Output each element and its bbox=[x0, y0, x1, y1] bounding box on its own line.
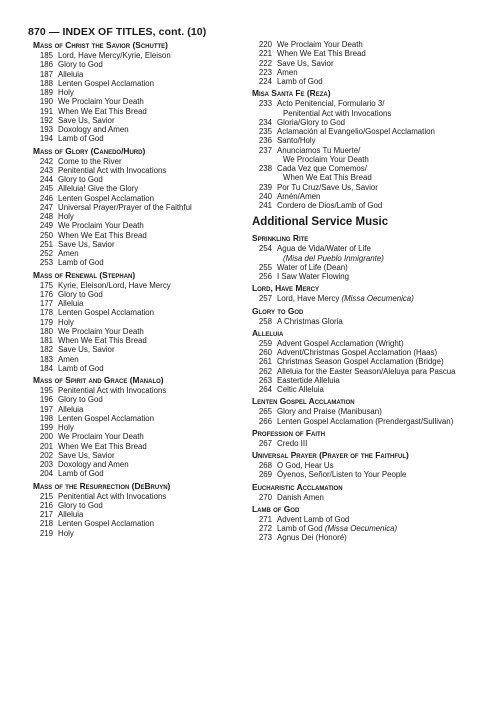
entry-title: I Saw Water Flowing bbox=[277, 272, 350, 281]
entry-number: 237 bbox=[258, 145, 272, 155]
entry-title bbox=[277, 524, 462, 533]
entry-number: 258 bbox=[258, 316, 272, 326]
entry-number: 273 bbox=[258, 533, 272, 543]
entry-title: Kyrie, Eleison/Lord, Have Mercy bbox=[58, 280, 171, 290]
entry-title: Lamb of God bbox=[277, 77, 323, 86]
index-entry bbox=[252, 294, 462, 303]
entry-title: Amen bbox=[58, 249, 79, 258]
entry-title: Glory to God bbox=[58, 289, 103, 299]
page-title: 870 — INDEX OF TITLES, cont. (10) bbox=[28, 26, 207, 38]
entry-title: Amen bbox=[58, 354, 79, 364]
index-entry bbox=[33, 134, 233, 143]
index-entry bbox=[252, 77, 462, 86]
entry-title: When We Eat This Bread bbox=[58, 441, 147, 451]
entry-number: 201 bbox=[39, 441, 53, 451]
entry-number: 236 bbox=[258, 136, 272, 146]
entry-number: 216 bbox=[39, 500, 53, 510]
index-entry bbox=[33, 299, 233, 308]
entry-number: 262 bbox=[258, 366, 272, 376]
entry-title: Universal Prayer/Prayer of the Faithful bbox=[58, 202, 192, 212]
entry-title: Advent Lamb of God bbox=[277, 514, 350, 524]
entry-title: Gloria/Glory to God bbox=[277, 117, 345, 127]
entry-title-text: Lord, Have Mercy bbox=[277, 294, 342, 304]
entry-title: Lord, Have Mercy/Kyrie, Eleison bbox=[58, 51, 171, 60]
entry-title bbox=[277, 294, 462, 303]
section-heading: Mass of Renewal (Stephan) bbox=[33, 269, 136, 280]
section-heading: Universal Prayer (Prayer of the Faithful) bbox=[252, 450, 409, 460]
index-entry bbox=[252, 367, 462, 376]
entry-title-italic: (Missa Oecumenica) bbox=[324, 524, 398, 533]
section-heading: Sprinkling Rite bbox=[252, 233, 309, 244]
entry-title: Lenten Gospel Acclamation (Prendergast/Sullivan) bbox=[277, 416, 454, 426]
entry-number: 194 bbox=[39, 134, 53, 144]
index-entry bbox=[252, 439, 462, 448]
entry-number: 235 bbox=[258, 127, 272, 136]
section-heading: Eucharistic Acclamation bbox=[252, 481, 343, 492]
entry-title: Lenten Gospel Acclamation bbox=[58, 78, 155, 88]
section-heading: Lenten Gospel Acclamation bbox=[252, 396, 355, 407]
entry-number: 199 bbox=[39, 423, 53, 432]
entry-title: Save Us, Savior bbox=[277, 58, 334, 68]
index-entry bbox=[252, 192, 462, 201]
entry-number: 189 bbox=[39, 88, 53, 97]
index-entry bbox=[252, 136, 462, 145]
entry-number: 247 bbox=[39, 202, 53, 212]
entry-number: 265 bbox=[258, 407, 272, 417]
entry-title: Amén/Amen bbox=[277, 191, 321, 201]
section-heading: Profession of Faith bbox=[252, 427, 326, 438]
entry-title: Holy bbox=[58, 212, 74, 221]
entry-number: 246 bbox=[39, 193, 53, 203]
index-entry bbox=[33, 125, 233, 134]
entry-number: 251 bbox=[39, 239, 53, 249]
index-entry bbox=[33, 355, 233, 364]
entry-title: Alleluia bbox=[58, 299, 84, 308]
index-entry bbox=[33, 386, 233, 395]
section-heading: Mass of Glory (Canedo/Hurd) bbox=[33, 145, 146, 156]
entry-number: 191 bbox=[39, 106, 53, 116]
entry-number: 200 bbox=[39, 432, 53, 442]
entry-title: Doxology and Amen bbox=[58, 125, 129, 134]
entry-title: Alleluia bbox=[58, 404, 84, 414]
entry-number: 196 bbox=[39, 395, 53, 405]
index-entry bbox=[33, 469, 233, 478]
index-entry bbox=[33, 405, 233, 414]
entry-title: Holy bbox=[58, 88, 74, 97]
entry-number: 250 bbox=[39, 230, 53, 240]
index-entry bbox=[33, 175, 233, 184]
index-entry bbox=[33, 60, 233, 69]
index-entry bbox=[33, 423, 233, 432]
index-entry bbox=[33, 327, 233, 336]
entry-number: 261 bbox=[258, 357, 272, 367]
entry-number: 181 bbox=[39, 336, 53, 345]
entry-title: Alleluia! Give the Glory bbox=[58, 184, 139, 194]
index-entry bbox=[33, 364, 233, 373]
index-entry bbox=[33, 166, 233, 175]
entry-title: Eastertide Alleluia bbox=[277, 375, 340, 385]
index-entry bbox=[33, 501, 233, 510]
index-entry bbox=[33, 194, 233, 203]
index-entry bbox=[252, 376, 462, 385]
index-entry bbox=[33, 240, 233, 249]
index-entry bbox=[252, 348, 462, 357]
index-entry bbox=[33, 70, 233, 79]
index-entry bbox=[252, 524, 462, 533]
section-heading: Glory to God bbox=[252, 305, 304, 316]
entry-title-text: Lamb of God bbox=[277, 524, 325, 533]
index-entry bbox=[252, 470, 462, 479]
entry-title: Aclamación al Evangelio/Gospel Acclamation bbox=[277, 127, 435, 136]
index-entry bbox=[252, 317, 462, 326]
entry-title: Lamb of God bbox=[58, 469, 104, 479]
entry-title: Alleluia bbox=[58, 510, 84, 519]
index-entry bbox=[33, 395, 233, 404]
index-entry bbox=[252, 263, 462, 272]
entry-title: Cordero de Dios/Lamb of God bbox=[277, 201, 383, 210]
entry-title: We Proclaim Your Death bbox=[58, 432, 144, 442]
entry-number: 223 bbox=[258, 67, 272, 77]
entry-title-continuation: (Misa del Pueblo Inmigrante) bbox=[283, 253, 384, 263]
index-entry bbox=[33, 157, 233, 166]
entry-number: 197 bbox=[39, 404, 53, 414]
index-entry bbox=[33, 281, 233, 290]
entry-title: Glory to God bbox=[58, 175, 103, 184]
entry-number: 244 bbox=[39, 175, 53, 184]
entry-title: Penitential Act with Invocations bbox=[58, 491, 167, 501]
entry-number: 193 bbox=[39, 125, 53, 134]
entry-number: 233 bbox=[258, 99, 272, 109]
index-entry bbox=[33, 51, 233, 60]
entry-title: Save Us, Savior bbox=[58, 345, 115, 355]
entry-title: When We Eat This Bread bbox=[58, 230, 147, 240]
entry-title-continuation: Penitential Act with Invocations bbox=[283, 108, 392, 118]
entry-title: Glory and Praise (Manibusan) bbox=[277, 407, 382, 417]
index-entry bbox=[33, 221, 233, 230]
index-entry bbox=[252, 461, 462, 470]
entry-number: 175 bbox=[39, 280, 53, 290]
entry-number: 219 bbox=[39, 528, 53, 538]
index-entry bbox=[252, 339, 462, 348]
entry-title: Santo/Holy bbox=[277, 136, 316, 146]
section-heading: Lord, Have Mercy bbox=[252, 283, 320, 294]
entry-title: Alleluia for the Easter Season/Aleluya para Pascua bbox=[277, 366, 456, 376]
entry-number: 198 bbox=[39, 413, 53, 423]
entry-title: Glory to God bbox=[58, 395, 103, 405]
entry-number: 272 bbox=[258, 524, 272, 533]
entry-title: Lamb of God bbox=[58, 363, 104, 373]
entry-number: 222 bbox=[258, 58, 272, 68]
index-entry bbox=[252, 244, 462, 253]
entry-title: Lamb of God bbox=[58, 258, 104, 268]
section-heading: Misa Santa Fe (Reza) bbox=[252, 88, 331, 99]
section-heading: Lamb of God bbox=[252, 503, 300, 514]
entry-number: 245 bbox=[39, 184, 53, 194]
entry-number: 243 bbox=[39, 165, 53, 175]
entry-number: 187 bbox=[39, 69, 53, 79]
entry-number: 217 bbox=[39, 510, 53, 519]
entry-number: 179 bbox=[39, 317, 53, 327]
entry-number: 218 bbox=[39, 519, 53, 529]
entry-title-continuation: When We Eat This Bread bbox=[283, 173, 372, 183]
index-entry bbox=[252, 533, 462, 542]
entry-title-italic: (Missa Oecumenica) bbox=[341, 294, 414, 304]
entry-title: Danish Amen bbox=[277, 492, 324, 502]
entry-title: We Proclaim Your Death bbox=[277, 40, 363, 49]
entry-title: Glory to God bbox=[58, 500, 103, 510]
entry-number: 188 bbox=[39, 78, 53, 88]
index-entry bbox=[252, 201, 462, 210]
index-entry bbox=[252, 417, 462, 426]
index-entry bbox=[33, 414, 233, 423]
entry-title: Save Us, Savior bbox=[58, 115, 115, 125]
index-entry bbox=[252, 385, 462, 394]
index-entry bbox=[33, 88, 233, 97]
section-heading: Mass of Spirit and Grace (Manalo) bbox=[33, 375, 164, 385]
entry-number: 264 bbox=[258, 385, 272, 394]
entry-number: 178 bbox=[39, 308, 53, 318]
index-entry bbox=[252, 164, 462, 173]
entry-title: Save Us, Savior bbox=[58, 450, 115, 460]
entry-number: 256 bbox=[258, 272, 272, 281]
entry-number: 239 bbox=[258, 182, 272, 192]
entry-title: Holy bbox=[58, 317, 74, 327]
entry-number: 252 bbox=[39, 249, 53, 258]
entry-number: 270 bbox=[258, 492, 272, 502]
index-entry bbox=[33, 203, 233, 212]
entry-title: A Christmas Gloria bbox=[277, 316, 343, 326]
entry-title: Celtic Alleluia bbox=[277, 385, 324, 394]
section-heading: Mass of Christ the Savior (Schutte) bbox=[33, 40, 168, 50]
index-entry bbox=[33, 336, 233, 345]
entry-title: Alleluia bbox=[58, 69, 84, 79]
entry-title: Holy bbox=[58, 528, 74, 538]
entry-title: Come to the River bbox=[58, 156, 122, 166]
index-entry bbox=[33, 184, 233, 193]
entry-number: 240 bbox=[258, 191, 272, 201]
entry-title: When We Eat This Bread bbox=[277, 49, 366, 59]
entry-number: 268 bbox=[258, 461, 272, 470]
index-entry bbox=[33, 79, 233, 88]
index-entry bbox=[33, 116, 233, 125]
entry-title: When We Eat This Bread bbox=[58, 336, 147, 345]
entry-title: Christmas Season Gospel Acclamation (Bridge) bbox=[277, 357, 444, 367]
entry-title: Lenten Gospel Acclamation bbox=[58, 193, 155, 203]
entry-title: Acto Penitencial, Formulario 3/ bbox=[277, 99, 385, 109]
right-column bbox=[252, 40, 462, 543]
entry-title: Agua de Vida/Water of Life bbox=[277, 244, 371, 254]
entry-number: 182 bbox=[39, 345, 53, 355]
entry-title: Holy bbox=[58, 423, 74, 432]
index-entry bbox=[33, 451, 233, 460]
entry-title: When We Eat This Bread bbox=[58, 106, 147, 116]
entry-number: 254 bbox=[258, 244, 272, 254]
entry-number: 234 bbox=[258, 117, 272, 127]
index-entry bbox=[33, 345, 233, 354]
index-entry bbox=[33, 460, 233, 469]
entry-number: 263 bbox=[258, 375, 272, 385]
index-entry bbox=[33, 249, 233, 258]
entry-title: Credo III bbox=[277, 438, 308, 448]
entry-number: 241 bbox=[258, 201, 272, 210]
entry-number: 192 bbox=[39, 115, 53, 125]
index-entry bbox=[252, 68, 462, 77]
entry-number: 238 bbox=[258, 164, 272, 173]
index-entry bbox=[33, 231, 233, 240]
index-entry bbox=[33, 432, 233, 441]
entry-title: Lenten Gospel Acclamation bbox=[58, 308, 155, 318]
index-entry bbox=[33, 519, 233, 528]
entry-title: O God, Hear Us bbox=[277, 461, 334, 470]
entry-title: Glory to God bbox=[58, 60, 103, 70]
additional-service-music-heading: Additional Service Music bbox=[252, 216, 389, 229]
entry-number: 190 bbox=[39, 97, 53, 107]
entry-title: Agnus Dei (Honoré) bbox=[277, 533, 347, 543]
entry-number: 177 bbox=[39, 299, 53, 308]
entry-number: 248 bbox=[39, 212, 53, 221]
entry-number: 271 bbox=[258, 514, 272, 524]
entry-title: Water of Life (Dean) bbox=[277, 262, 348, 272]
entry-title: Lenten Gospel Acclamation bbox=[58, 413, 155, 423]
index-entry bbox=[33, 97, 233, 106]
index-entry bbox=[252, 407, 462, 416]
left-column bbox=[33, 40, 233, 538]
index-entry bbox=[33, 308, 233, 317]
entry-number: 224 bbox=[258, 77, 272, 86]
section-heading: Alleluia bbox=[252, 327, 284, 338]
index-entry bbox=[252, 127, 462, 136]
entry-number: 203 bbox=[39, 460, 53, 469]
index-entry bbox=[33, 492, 233, 501]
entry-number: 257 bbox=[258, 294, 272, 304]
entry-number: 242 bbox=[39, 156, 53, 166]
index-entry bbox=[252, 49, 462, 58]
entry-title: Save Us, Savior bbox=[58, 239, 115, 249]
entry-number: 260 bbox=[258, 348, 272, 357]
entry-number: 221 bbox=[258, 49, 272, 59]
entry-title: Penitential Act with Invocations bbox=[58, 386, 167, 395]
index-entry bbox=[252, 183, 462, 192]
index-entry bbox=[252, 515, 462, 524]
entry-number: 253 bbox=[39, 258, 53, 268]
index-entry bbox=[33, 258, 233, 267]
entry-number: 195 bbox=[39, 386, 53, 395]
entry-number: 269 bbox=[258, 470, 272, 480]
index-entry bbox=[33, 318, 233, 327]
entry-title: Advent/Christmas Gospel Acclamation (Haas) bbox=[277, 348, 438, 357]
entry-title: Óyenos, Señor/Listen to Your People bbox=[277, 470, 407, 480]
entry-number: 180 bbox=[39, 326, 53, 336]
index-entry bbox=[33, 510, 233, 519]
entry-number: 185 bbox=[39, 51, 53, 60]
entry-number: 183 bbox=[39, 354, 53, 364]
entry-number: 255 bbox=[258, 262, 272, 272]
entry-number: 220 bbox=[258, 40, 272, 49]
index-entry bbox=[252, 357, 462, 366]
entry-title: Lamb of God bbox=[58, 134, 104, 144]
entry-title-continuation: We Proclaim Your Death bbox=[283, 154, 369, 164]
index-entry bbox=[33, 529, 233, 538]
index-entry bbox=[252, 59, 462, 68]
entry-number: 204 bbox=[39, 469, 53, 479]
index-entry bbox=[33, 442, 233, 451]
section-heading: Mass of the Resurrection (DeBruyn) bbox=[33, 480, 171, 491]
entry-title: Amen bbox=[277, 67, 298, 77]
index-entry bbox=[252, 40, 462, 49]
entry-number: 259 bbox=[258, 338, 272, 348]
entry-number: 184 bbox=[39, 363, 53, 373]
entry-title: Lenten Gospel Acclamation bbox=[58, 519, 155, 529]
entry-title: Cada Vez que Comemos/ bbox=[277, 164, 367, 173]
index-entry bbox=[252, 493, 462, 502]
entry-title: We Proclaim Your Death bbox=[58, 326, 144, 336]
entry-title: Doxology and Amen bbox=[58, 460, 129, 469]
entry-number: 176 bbox=[39, 289, 53, 299]
entry-number: 267 bbox=[258, 438, 272, 448]
index-entry bbox=[252, 118, 462, 127]
index-entry bbox=[33, 290, 233, 299]
entry-title: We Proclaim Your Death bbox=[58, 221, 144, 231]
entry-title: Advent Gospel Acclamation (Wright) bbox=[277, 338, 404, 348]
entry-title: Por Tu Cruz/Save Us, Savior bbox=[277, 182, 378, 192]
index-entry bbox=[252, 99, 462, 108]
index-entry bbox=[252, 146, 462, 155]
entry-number: 215 bbox=[39, 491, 53, 501]
index-entry bbox=[252, 272, 462, 281]
index-entry bbox=[33, 107, 233, 116]
entry-number: 202 bbox=[39, 450, 53, 460]
entry-title: Penitential Act with Invocations bbox=[58, 165, 167, 175]
entry-title: We Proclaim Your Death bbox=[58, 97, 144, 107]
entry-number: 266 bbox=[258, 416, 272, 426]
entry-title: Anunciamos Tu Muerte/ bbox=[277, 145, 361, 155]
index-entry bbox=[33, 212, 233, 221]
entry-number: 186 bbox=[39, 60, 53, 70]
entry-number: 249 bbox=[39, 221, 53, 231]
